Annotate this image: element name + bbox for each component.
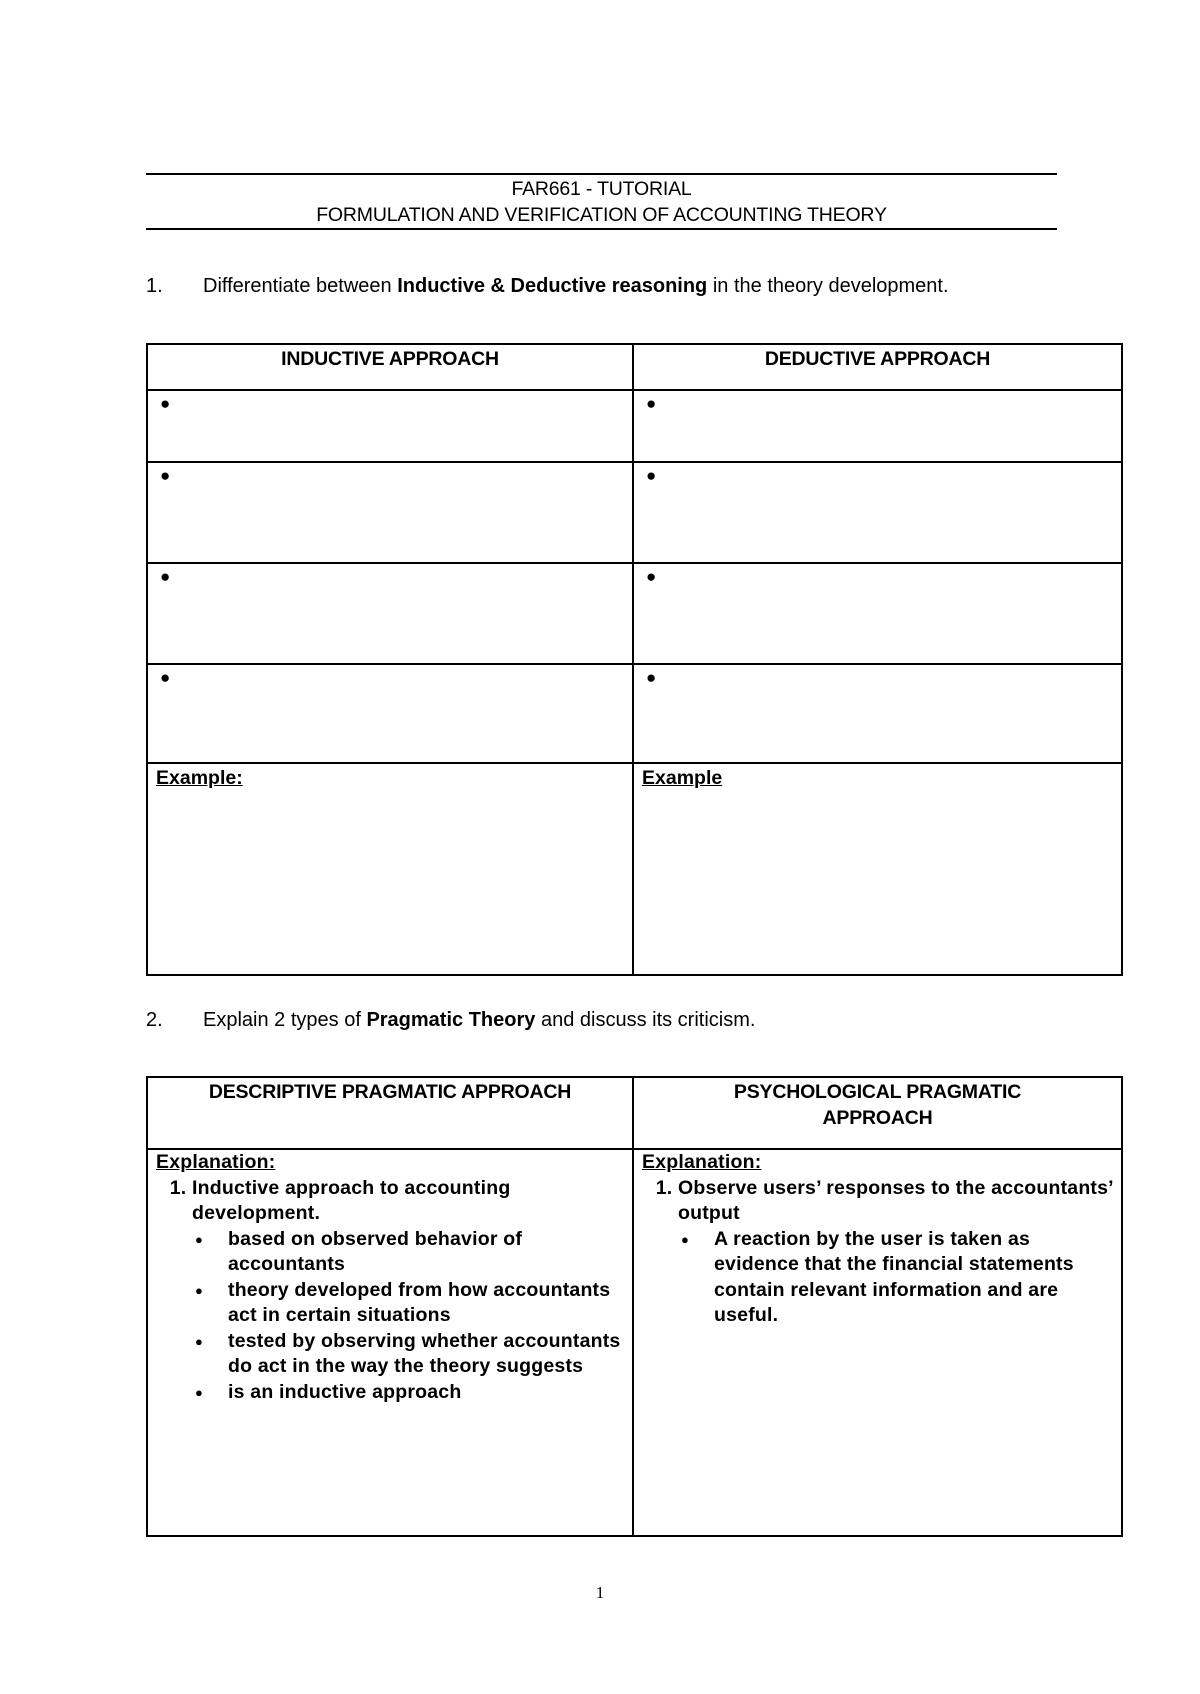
explanation-label: Explanation:: [156, 1151, 276, 1173]
list-item: ● tested by observing whether accountants do act in the way the theory suggests: [228, 1329, 624, 1380]
inductive-header: INDUCTIVE APPROACH: [147, 344, 633, 390]
example-label: Example:: [156, 767, 243, 789]
header-top-rule: [146, 173, 1057, 175]
list-item: [192, 1176, 624, 1406]
question-text-end: and discuss its criticism.: [535, 1009, 756, 1031]
list-item: ● based on observed behavior of accountants: [228, 1227, 624, 1278]
list-item: ● A reaction by the user is taken as evidence that the financial statements contain relevant information and are useful.: [714, 1227, 1113, 1329]
deductive-header: DEDUCTIVE APPROACH: [633, 344, 1122, 390]
inductive-cell[interactable]: [147, 390, 633, 462]
table-row: [147, 390, 1122, 462]
question-text-bold: Pragmatic Theory: [366, 1009, 536, 1031]
bullet-icon: ●: [646, 668, 657, 687]
deductive-cell[interactable]: [633, 563, 1122, 664]
example-label: Example: [642, 767, 723, 789]
table-row: [147, 563, 1122, 664]
question-number: 2.: [146, 1009, 163, 1031]
bullet-icon: ●: [646, 466, 657, 485]
page-number: 1: [595, 1583, 605, 1602]
table-row: [147, 664, 1122, 763]
list-item: [678, 1176, 1113, 1329]
explanation-list: [642, 1176, 1113, 1329]
table-header-row: [147, 344, 1122, 390]
header-bottom-rule: [146, 228, 1057, 230]
bullet-icon: ●: [160, 668, 171, 687]
question-text-bold: Inductive & Deductive reasoning: [397, 275, 708, 297]
document-header: [146, 173, 1057, 230]
bullet-icon: ●: [646, 394, 657, 413]
deductive-cell[interactable]: [633, 664, 1122, 763]
list-item: ● theory developed from how accountants act in certain situations: [228, 1278, 624, 1329]
question-text-start: Differentiate between: [203, 275, 398, 297]
topic-title: FORMULATION AND VERIFICATION OF ACCOUNTING THEORY: [316, 204, 887, 226]
inductive-example-cell[interactable]: [147, 763, 633, 975]
psychological-explanation-cell[interactable]: [633, 1149, 1122, 1536]
table-row: [147, 462, 1122, 563]
explanation-point: Inductive approach to accounting development.: [192, 1176, 511, 1224]
deductive-cell[interactable]: [633, 390, 1122, 462]
inductive-cell[interactable]: [147, 462, 633, 563]
bullet-icon: ●: [160, 394, 171, 413]
bullet-icon: ●: [160, 466, 171, 485]
inductive-cell[interactable]: [147, 664, 633, 763]
course-title: FAR661 - TUTORIAL: [511, 178, 692, 200]
question-number: 1.: [146, 275, 163, 297]
bullet-list: [192, 1227, 624, 1406]
list-item: ● is an inductive approach: [228, 1380, 624, 1406]
psychological-header: PSYCHOLOGICAL PRAGMATIC APPROACH: [633, 1077, 1122, 1149]
descriptive-explanation-cell[interactable]: [147, 1149, 633, 1536]
bullet-icon: ●: [160, 567, 171, 586]
question-text-end: in the theory development.: [707, 275, 949, 297]
explanation-list: [156, 1176, 624, 1406]
question-text: [203, 1007, 755, 1033]
question-text: [203, 273, 949, 299]
explanation-point: Observe users’ responses to the accountants’ output: [678, 1176, 1113, 1224]
deductive-example-cell[interactable]: [633, 763, 1122, 975]
bullet-list: [678, 1227, 1113, 1329]
pragmatic-theory-table: [146, 1076, 1123, 1537]
explanation-label: Explanation:: [642, 1151, 762, 1173]
table-header-row: [147, 1077, 1122, 1149]
deductive-cell[interactable]: [633, 462, 1122, 563]
descriptive-header: DESCRIPTIVE PRAGMATIC APPROACH: [147, 1077, 633, 1149]
bullet-icon: ●: [646, 567, 657, 586]
inductive-cell[interactable]: [147, 563, 633, 664]
inductive-deductive-table: [146, 343, 1123, 976]
example-row: [147, 763, 1122, 975]
explanation-row: [147, 1149, 1122, 1536]
question-text-start: Explain 2 types of: [203, 1009, 367, 1031]
